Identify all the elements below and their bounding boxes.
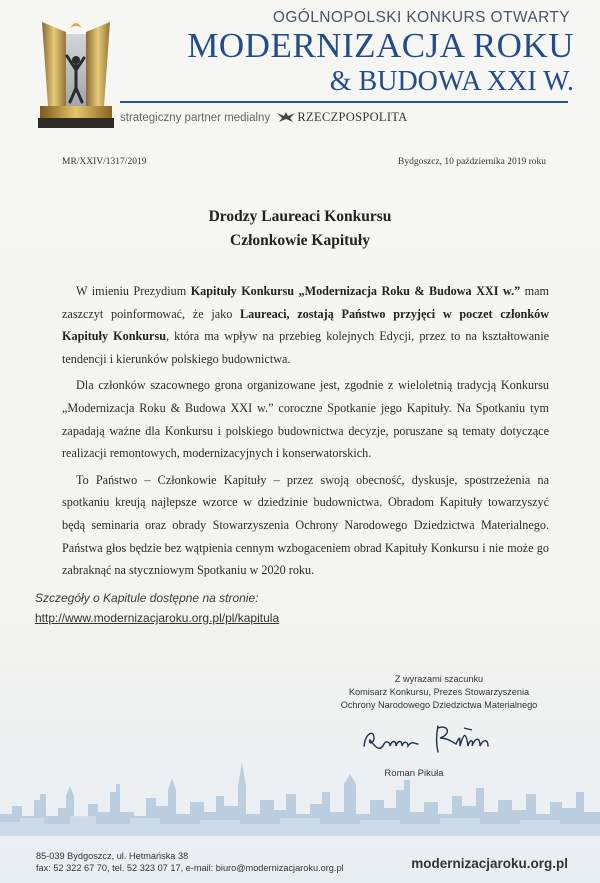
contact-line: fax: 52 322 67 70, tel. 52 323 07 17, e-mail: biuro@modernizacjaroku.org.pl	[36, 863, 344, 873]
greeting-line-1: Drodzy Laureaci Konkursu	[208, 208, 392, 225]
contest-kicker: OGÓLNOPOLSKI KONKURS OTWARTY	[272, 9, 570, 26]
closing-line-1: Z wyrazami szacunku	[394, 674, 484, 684]
contest-subtitle: & BUDOWA XXI W.	[329, 66, 574, 97]
reference-number: MR/XXIV/1317/2019	[62, 157, 147, 167]
closing-line-3: Ochrony Narodowego Dziedzictwa Materialnego	[340, 700, 538, 710]
letter-body	[62, 280, 549, 586]
partner-label: strategiczny partner medialny	[120, 112, 271, 124]
signer-name: Roman Pikuła	[384, 768, 444, 779]
address-line: 85-039 Bydgoszcz, ul. Hetmańska 38	[36, 851, 189, 861]
paragraph-2: Dla członków szacownego grona organizowane jest, zgodnie z wieloletnią tradycją Konkursu „Modernizacja Roku & Budowa XXI w.” coroczne Spotkanie jego Kapituły. Na Spotkaniu tym zapadają ważne dla Konkursu i polskiego budownictwa decyzje, poruszane są tematy dotyczące realizacji remontowych, modernizacyjnych i konserwatorskich.	[62, 378, 549, 461]
handwritten-signature	[360, 722, 510, 758]
eagle-icon	[276, 110, 296, 124]
kapitula-link[interactable]: http://www.modernizacjaroku.org.pl/pl/kapitula	[35, 611, 280, 625]
header-divider	[120, 101, 568, 103]
letter-date: Bydgoszcz, 10 października 2019 roku	[398, 157, 546, 167]
greeting-line-2: Członkowie Kapituły	[230, 232, 370, 249]
paragraph-1: W imieniu Prezydium Kapituły Konkursu „Modernizacja Roku & Budowa XXI w.” mam zaszczyt poinformować, że jako Laureaci, zostają Państwo przyjęci w poczet członków Kapituły Konkursu, która ma wpływ na przebieg kolejnych Edycji, przez to na kształtowanie tendencji i kierunków polskiego budownictwa.	[62, 284, 549, 366]
closing-block	[314, 673, 564, 712]
contest-title: MODERNIZACJA ROKU	[187, 26, 574, 65]
media-partner	[120, 110, 408, 125]
footer-website[interactable]: modernizacjaroku.org.pl	[411, 856, 568, 871]
trophy-icon	[36, 14, 116, 132]
partner-name: RZECZPOSPOLITA	[297, 110, 408, 124]
footer-address	[36, 850, 344, 874]
closing-line-2: Komisarz Konkursu, Prezes Stowarzyszenia	[348, 687, 530, 697]
details-label: Szczegóły o Kapitule dostępne na stronie:	[35, 591, 259, 605]
city-skyline-decoration	[0, 756, 600, 836]
paragraph-3: To Państwo – Członkowie Kapituły – przez swoją obecność, dyskusje, spostrzeżenia na spotkaniu kreują najlepsze wzorce w dziedzinie budownictwa. Obradom Kapituły towarzyszyć będą seminaria oraz obrady Stowarzyszenia Ochrony Narodowego Dziedzictwa Materialnego. Państwa głos będzie bez wątpienia cennym wzbogaceniem obrad Kapituły Konkursu i nie może go zabraknąć na styczniowym Spotkaniu w 2020 roku.	[62, 472, 549, 578]
